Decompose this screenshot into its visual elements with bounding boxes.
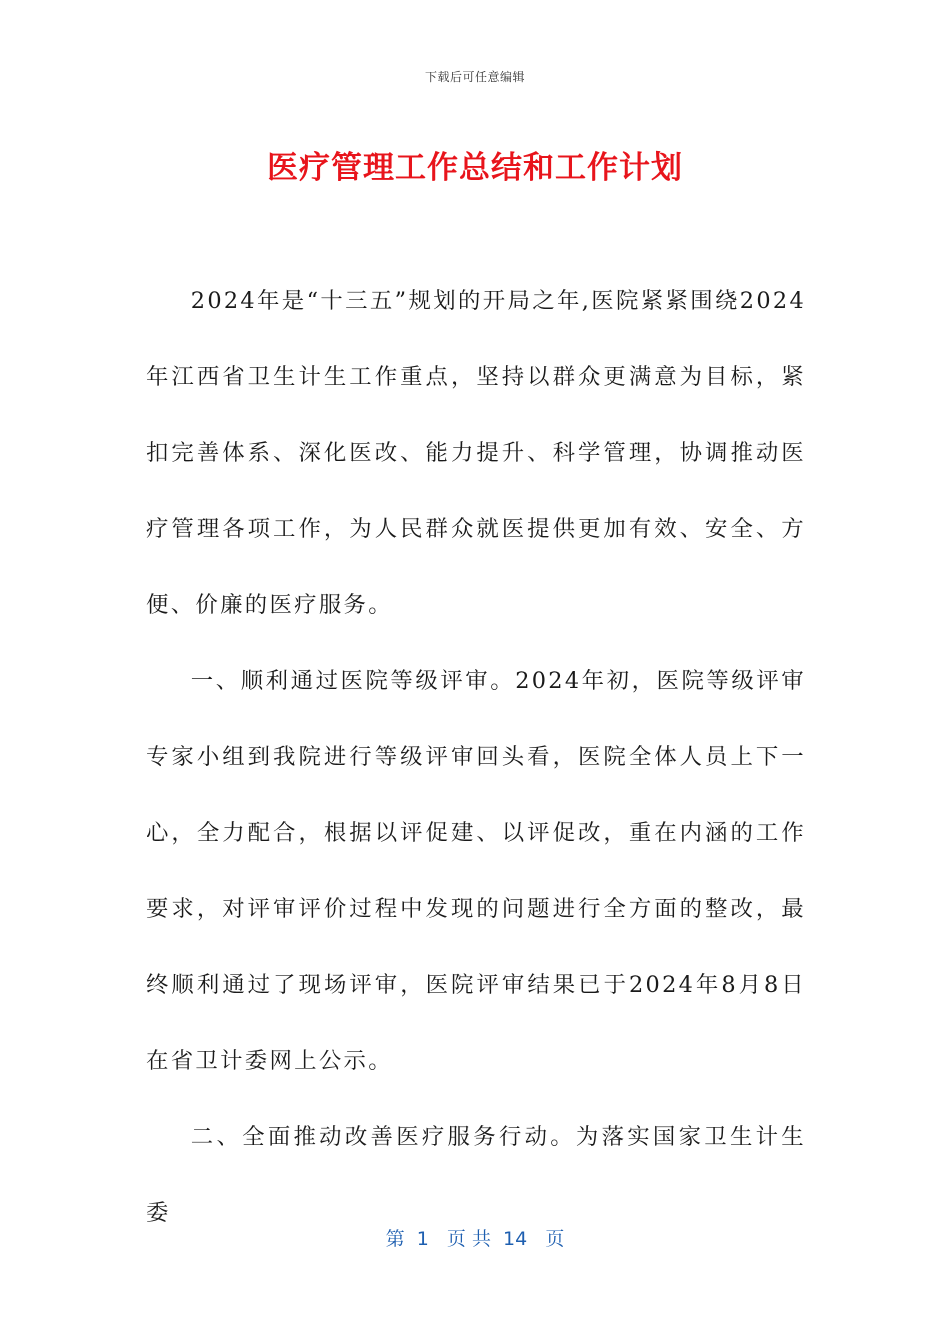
document-title: 医疗管理工作总结和工作计划 [267, 150, 683, 186]
paragraph-section-2: 二、全面推动改善医疗服务行动。为落实国家卫生计生委 [146, 1124, 806, 1226]
header-note: 下载后可任意编辑 [424, 70, 525, 84]
document-body [146, 263, 806, 1251]
paragraph-intro: 2024年是“十三五”规划的开局之年,医院紧紧围绕2024年江西省卫生计生工作重点，坚持以群众更满意为目标，紧扣完善体系、深化医改、能力提升、科学管理，协调推动医疗管理各项工作，为人民群众就医提供更加有效、安全、方便、价廉的医疗服务。 [146, 288, 806, 618]
page-number-footer: 第 1 页 共 14 页 [385, 1228, 565, 1250]
paragraph-section-1: 一、顺利通过医院等级评审。2024年初，医院等级评审专家小组到我院进行等级评审回头看，医院全体人员上下一心，全力配合，根据以评促建、以评促改，重在内涵的工作要求，对评审评价过程中发现的问题进行全方面的整改，最终顺利通过了现场评审，医院评审结果已于2024年8月8日在省卫计委网上公示。 [146, 668, 806, 1074]
